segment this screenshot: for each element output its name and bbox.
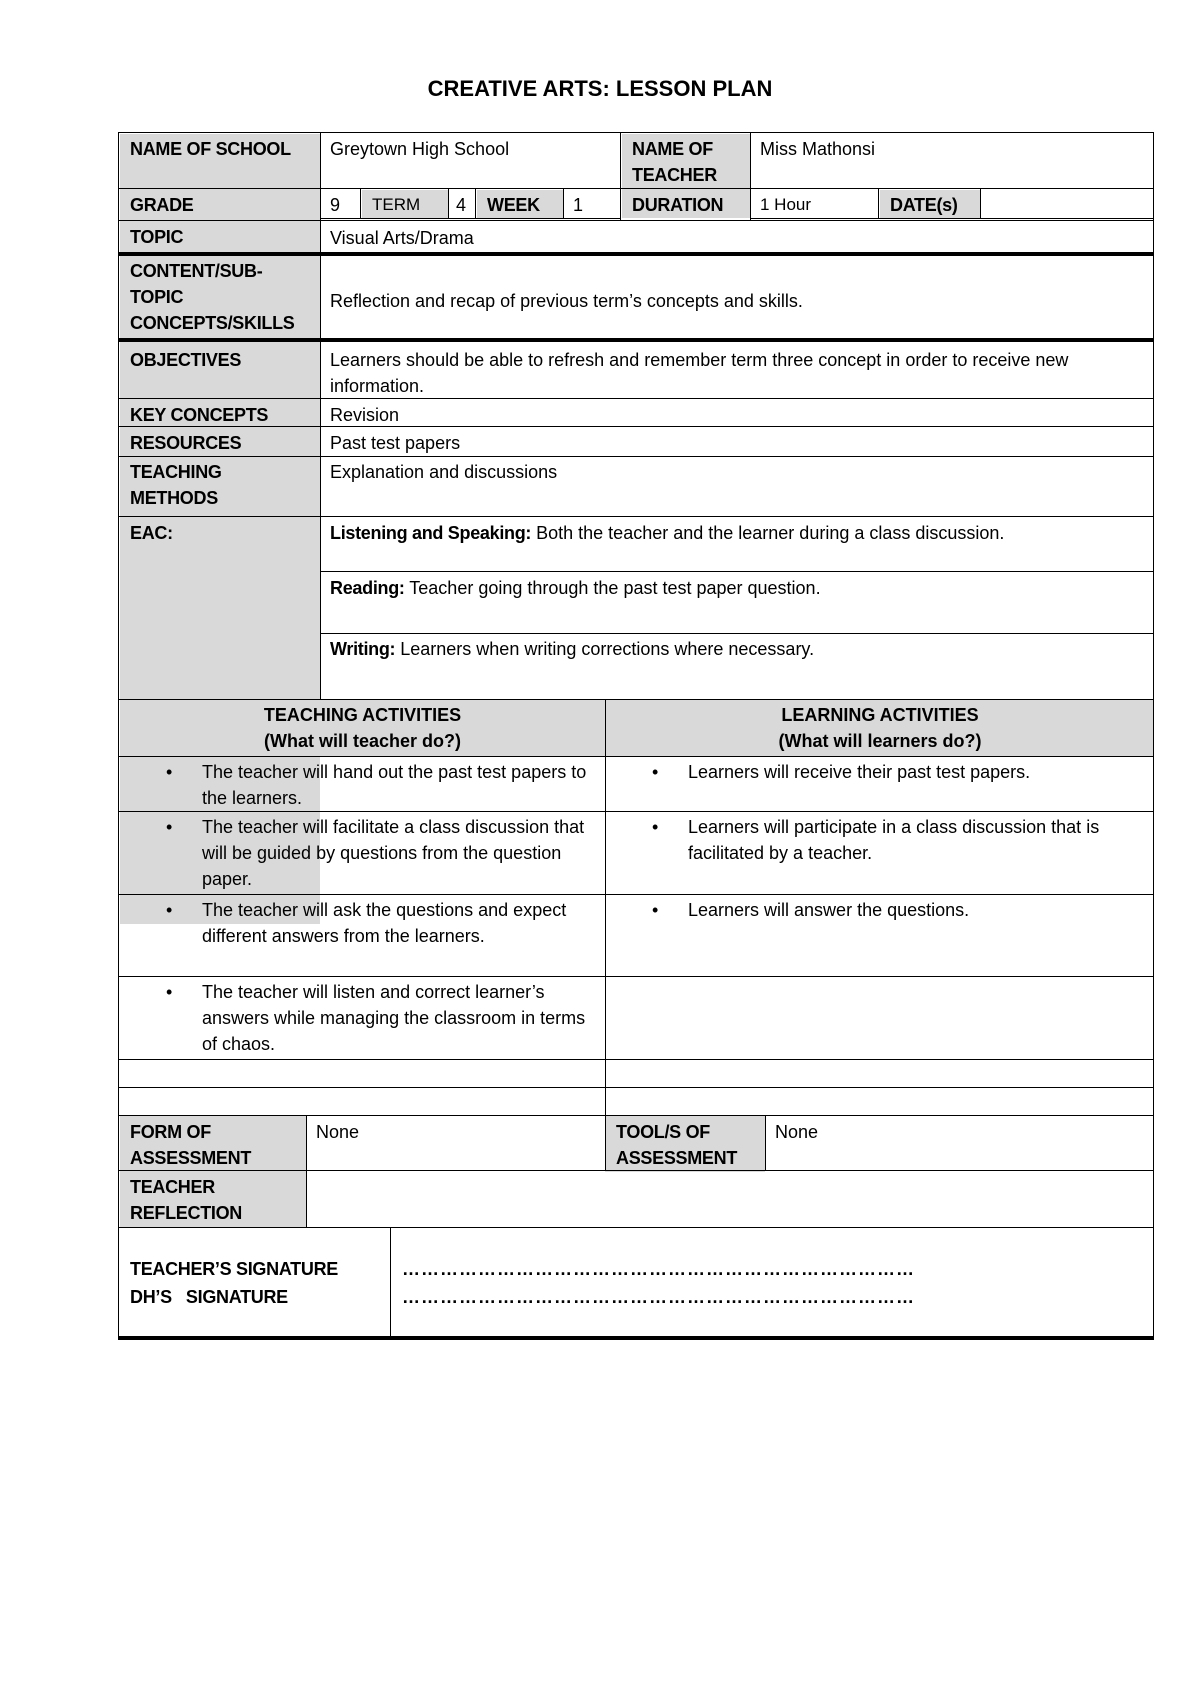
objectives-label: OBJECTIVES <box>130 350 242 370</box>
teaching-methods-label: TEACHING METHODS <box>130 462 222 508</box>
content-label: CONTENT/SUB-TOPIC CONCEPTS/SKILLS <box>130 261 295 333</box>
teaching-activities-subtitle: (What will teacher do?) <box>263 731 461 751</box>
objectives-value: Learners should be able to refresh and remember term three concept in order to receive new information. <box>330 350 1069 396</box>
learning-activities-title: LEARNING ACTIVITIES <box>781 705 979 725</box>
week-value: 1 <box>573 195 584 215</box>
grade-value: 9 <box>330 195 341 215</box>
eac-writing <box>320 634 1154 696</box>
learning-activities-subtitle: (What will learners do?) <box>778 731 982 751</box>
term-label: TERM <box>372 195 421 214</box>
teaching-activity-item: • The teacher will hand out the past test papers to the learners. <box>120 759 605 811</box>
form-of-assessment-value: None <box>316 1122 360 1142</box>
learning-activity-item: • Learners will answer the questions. <box>606 897 1154 923</box>
dates-label: DATE(s) <box>890 195 958 215</box>
teaching-activities-title: TEACHING ACTIVITIES <box>263 705 462 725</box>
teaching-activity-item: • The teacher will ask the questions and expect different answers from the learners. <box>120 897 605 949</box>
key-concepts-label: KEY CONCEPTS <box>130 405 269 425</box>
school-value: Greytown High School <box>330 139 510 159</box>
school-label: NAME OF SCHOOL <box>130 139 291 159</box>
duration-value: 1 Hour <box>760 195 812 214</box>
dates-value <box>980 190 1154 220</box>
tools-of-assessment-label: TOOL/S OF ASSESSMENT <box>616 1122 738 1168</box>
eac-writing-label: Writing: <box>330 639 396 659</box>
teaching-activities-header <box>120 702 605 756</box>
week-label: WEEK <box>487 195 540 215</box>
topic-label: TOPIC <box>130 227 184 247</box>
eac-label: EAC: <box>130 523 173 543</box>
term-value: 4 <box>456 195 467 215</box>
resources-value: Past test papers <box>330 433 461 453</box>
teaching-activity-item: • The teacher will facilitate a class discussion that will be guided by questions from the question paper. <box>120 814 605 892</box>
dh-signature-label: DH’S SIGNATURE <box>130 1287 288 1307</box>
dh-signature-line[interactable]: ……………………………………………………………………… <box>402 1287 915 1307</box>
form-of-assessment-label: FORM OF ASSESSMENT <box>130 1122 252 1168</box>
eac-reading-text: Teacher going through the past test paper question. <box>404 578 821 598</box>
eac-listening <box>320 518 1154 570</box>
learning-activity-item: • Learners will receive their past test papers. <box>606 759 1154 785</box>
topic-value: Visual Arts/Drama <box>330 228 474 248</box>
teaching-methods-value: Explanation and discussions <box>330 462 558 482</box>
teacher-reflection-value <box>306 1172 1154 1226</box>
page-title: CREATIVE ARTS: LESSON PLAN <box>427 76 773 101</box>
eac-reading-label: Reading: <box>330 578 405 598</box>
eac-writing-text: Learners when writing corrections where necessary. <box>395 639 815 659</box>
tools-of-assessment-value: None <box>775 1122 819 1142</box>
eac-listening-text: Both the teacher and the learner during a class discussion. <box>531 523 1005 543</box>
learning-activity-item: • Learners will participate in a class discussion that is facilitated by a teacher. <box>606 814 1154 866</box>
content-value: Reflection and recap of previous term’s concepts and skills. <box>330 291 803 311</box>
grade-label: GRADE <box>130 195 194 215</box>
duration-label: DURATION <box>632 195 724 215</box>
key-concepts-value: Revision <box>330 405 400 425</box>
teacher-value: Miss Mathonsi <box>760 139 876 159</box>
eac-listening-label: Listening and Speaking: <box>330 523 532 543</box>
learning-activities-header <box>606 702 1154 756</box>
teaching-activity-item: • The teacher will listen and correct learner’s answers while managing the classroom in terms of chaos. <box>120 979 605 1057</box>
resources-label: RESOURCES <box>130 433 242 453</box>
teacher-reflection-label: TEACHER REFLECTION <box>130 1177 242 1223</box>
eac-reading <box>320 573 1154 631</box>
teacher-signature-line[interactable]: ……………………………………………………………………… <box>402 1259 915 1279</box>
teacher-signature-label: TEACHER’S SIGNATURE <box>130 1259 338 1279</box>
teacher-label: NAME OF TEACHER <box>632 139 717 185</box>
